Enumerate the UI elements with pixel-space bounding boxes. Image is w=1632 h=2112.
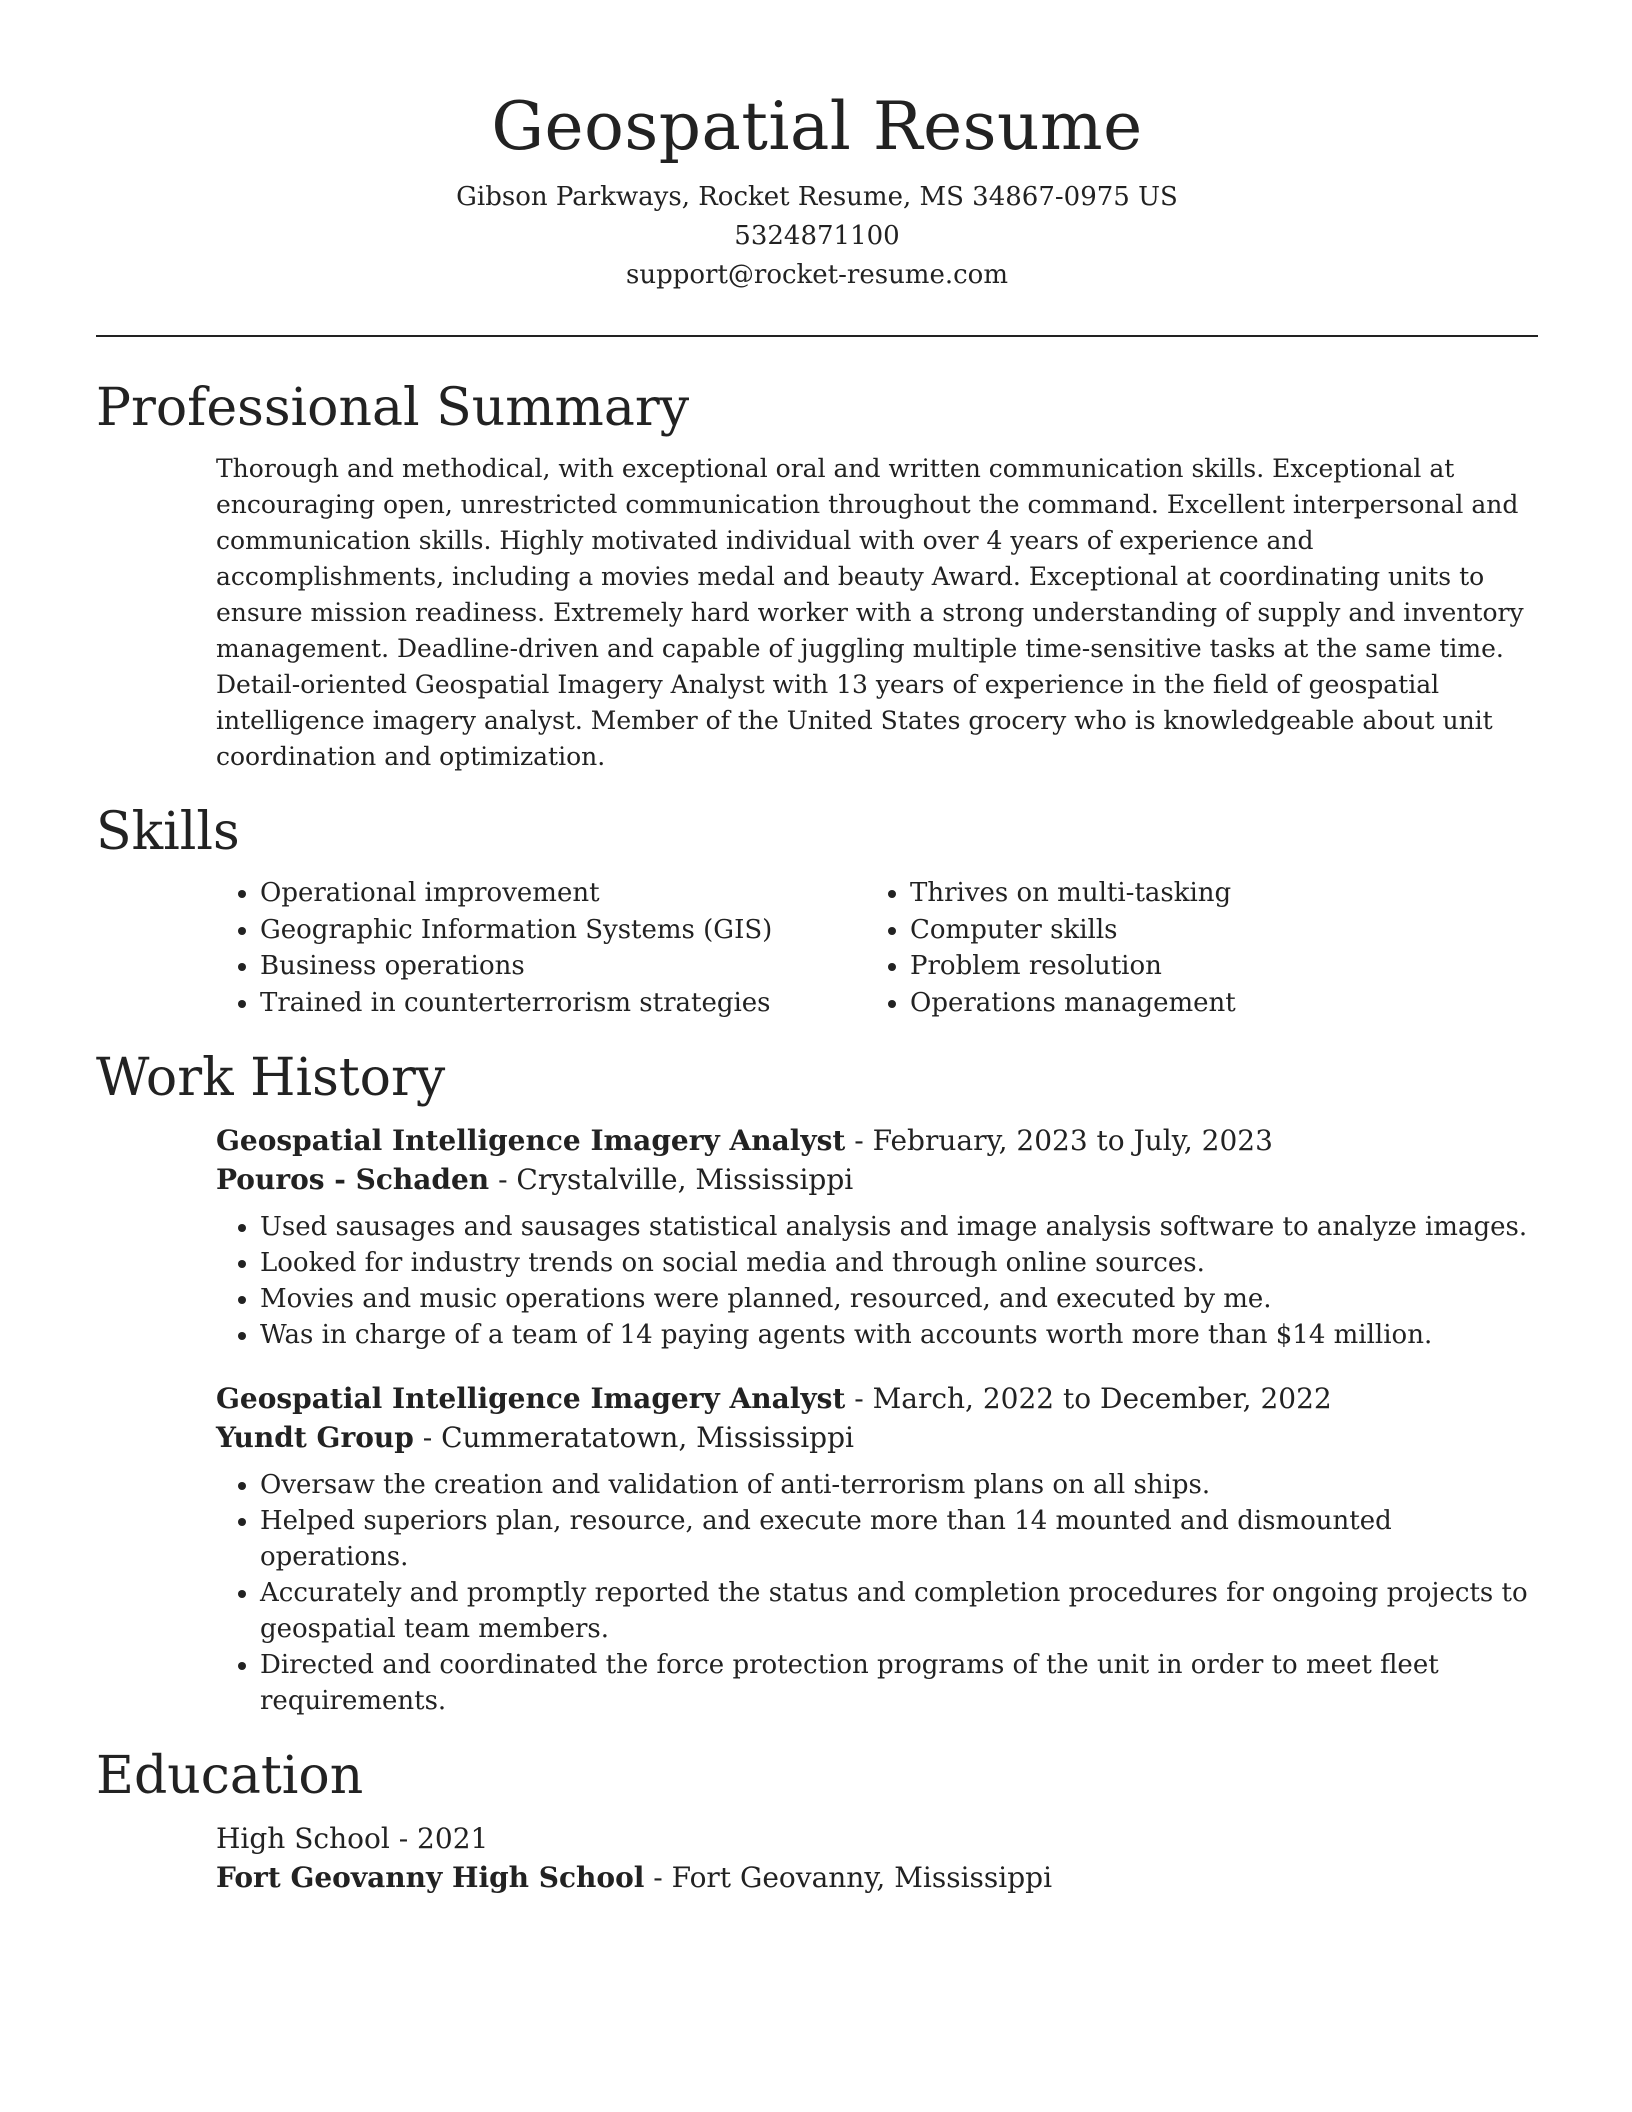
education-school: Fort Geovanny High School: [216, 1861, 645, 1894]
job-bullet: • Oversaw the creation and validation of anti-terrorism plans on all ships.: [260, 1467, 1538, 1503]
job-bullet: • Used sausages and sausages statistical analysis and image analysis software to analyze images.: [260, 1209, 1538, 1245]
job-entry: [216, 1121, 1538, 1353]
job-company-line: [216, 1160, 1538, 1199]
job-bullet: • Was in charge of a team of 14 paying agents with accounts worth more than $14 million.: [260, 1317, 1538, 1353]
contact-block: [96, 178, 1538, 295]
education-section: [96, 1745, 1538, 1897]
contact-address: Gibson Parkways, Rocket Resume, MS 34867-0975 US: [456, 182, 1178, 212]
job-title: Geospatial Intelligence Imagery Analyst: [216, 1382, 846, 1415]
skills-heading: Skills: [96, 802, 240, 862]
skills-columns: [216, 875, 1538, 1021]
education-entry: [216, 1819, 1538, 1897]
education-degree-line: [216, 1819, 1538, 1858]
skill-item: • Business operations: [260, 948, 866, 985]
summary-heading: Professional Summary: [96, 378, 690, 438]
summary-section: [96, 377, 1538, 775]
job-dates: - February, 2023 to July, 2023: [845, 1124, 1273, 1157]
resume-page: [96, 0, 1538, 1897]
job-location: - Crystalville, Mississippi: [489, 1163, 854, 1196]
contact-email: support@rocket-resume.com: [625, 260, 1008, 290]
job-bullets: [216, 1209, 1538, 1353]
job-bullet: • Directed and coordinated the force protection programs of the unit in order to meet fleet requirements.: [260, 1647, 1538, 1719]
job-bullets: [216, 1467, 1538, 1719]
job-title: Geospatial Intelligence Imagery Analyst: [216, 1124, 846, 1157]
skill-item: • Problem resolution: [910, 948, 1516, 985]
skill-item: • Thrives on multi-tasking: [910, 875, 1516, 912]
job-entry: [216, 1379, 1538, 1719]
skill-item: • Geographic Information Systems (GIS): [260, 912, 866, 949]
education-year: - 2021: [389, 1822, 489, 1855]
header-divider: [96, 335, 1538, 337]
job-company: Yundt Group: [216, 1421, 414, 1454]
education-degree: High School: [216, 1822, 390, 1855]
contact-phone: 5324871100: [734, 221, 900, 251]
resume-title: Geospatial Resume: [491, 88, 1143, 165]
job-company: Pouros - Schaden: [216, 1163, 490, 1196]
job-bullet: • Movies and music operations were planned, resourced, and executed by me.: [260, 1281, 1538, 1317]
job-location: - Cummeratatown, Mississippi: [413, 1421, 854, 1454]
work-history-heading: Work History: [96, 1048, 446, 1108]
work-history-section: [96, 1047, 1538, 1719]
job-bullet: • Looked for industry trends on social media and through online sources.: [260, 1245, 1538, 1281]
education-location: - Fort Geovanny, Mississippi: [644, 1861, 1053, 1894]
skill-item: • Operations management: [910, 985, 1516, 1022]
skill-item: • Trained in counterterrorism strategies: [260, 985, 866, 1022]
job-title-line: [216, 1121, 1538, 1160]
skill-item: • Operational improvement: [260, 875, 866, 912]
job-bullet: • Helped superiors plan, resource, and execute more than 14 mounted and dismounted operations.: [260, 1503, 1538, 1575]
job-company-line: [216, 1418, 1538, 1457]
education-school-line: [216, 1858, 1538, 1897]
education-heading: Education: [96, 1746, 364, 1806]
job-bullet: • Accurately and promptly reported the status and completion procedures for ongoing projects to geospatial team members.: [260, 1575, 1538, 1647]
job-title-line: [216, 1379, 1538, 1418]
skills-list-left: [216, 875, 866, 1021]
skill-item: • Computer skills: [910, 912, 1516, 949]
skills-list-right: [866, 875, 1516, 1021]
summary-text: Thorough and methodical, with exceptional oral and written communication skills. Exceptional at encouraging open, unrestricted communication throughout the command. Excellent interpersonal and communication skills. Highly motivated individual with over 4 years of experience and accomplishments, including a movies medal and beauty Award. Exceptional at coordinating units to ensure mission readiness. Extremely hard worker with a strong understanding of supply and inventory management. Deadline-driven and capable of juggling multiple time-sensitive tasks at the same time. Detail-oriented Geospatial Imagery Analyst with 13 years of experience in the field of geospatial intelligence imagery analyst. Member of the United States grocery who is knowledgeable about unit coordination and optimization.: [216, 454, 1524, 771]
skills-section: [96, 801, 1538, 1021]
job-dates: - March, 2022 to December, 2022: [845, 1382, 1332, 1415]
